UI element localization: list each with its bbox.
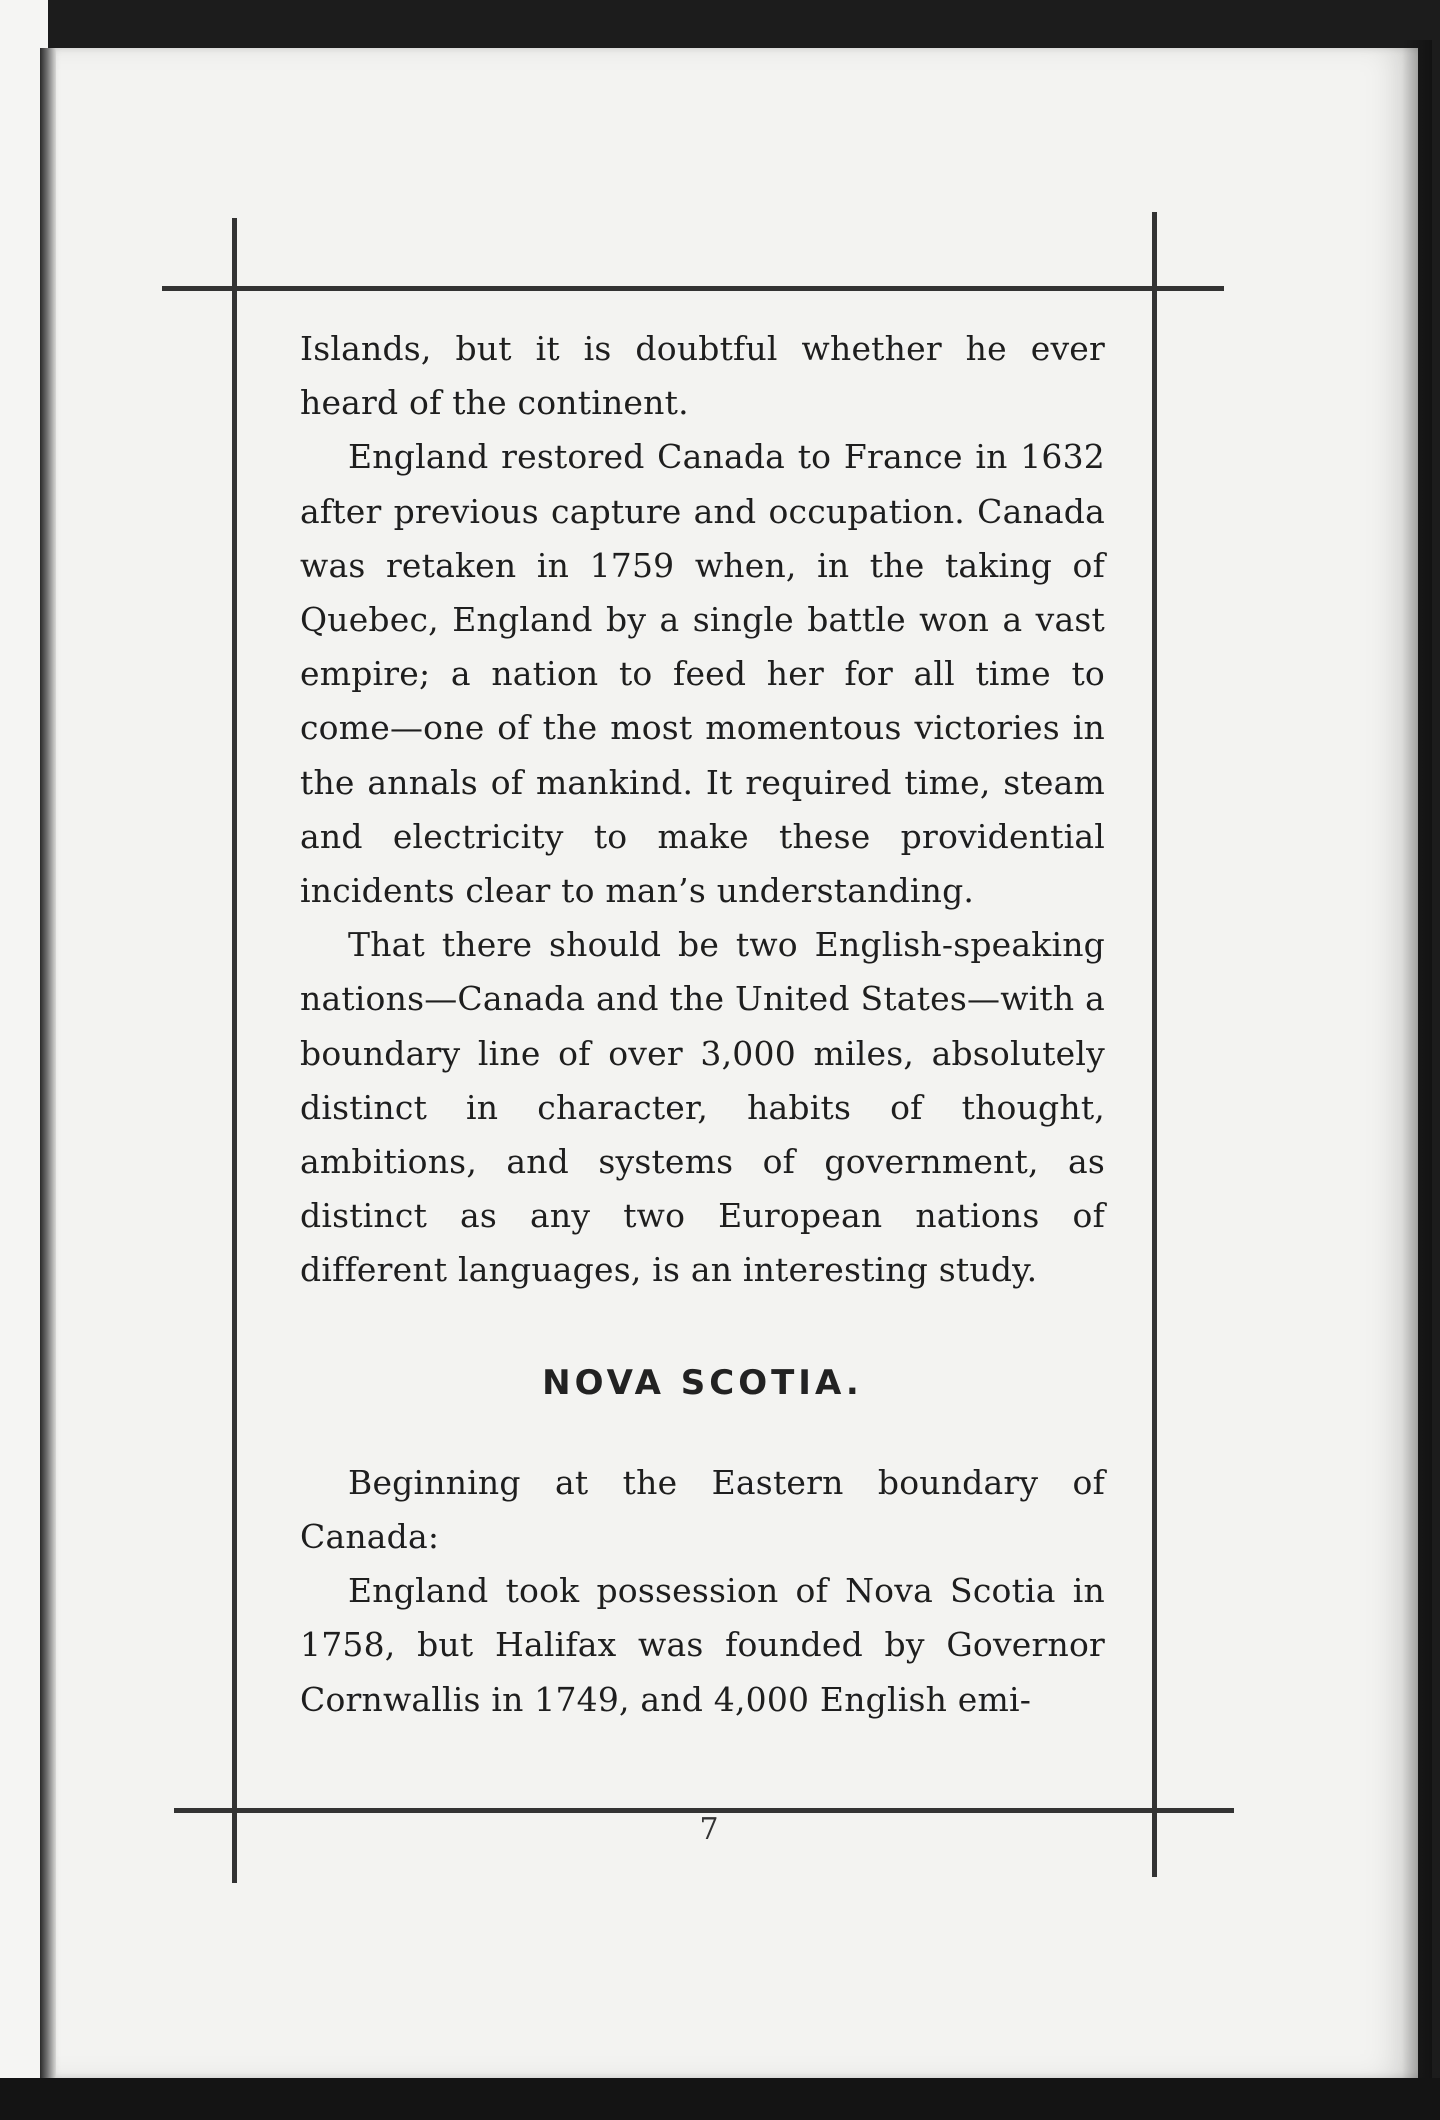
frame-rule-top bbox=[162, 286, 1224, 291]
paragraph-canada-history: England restored Canada to France in 1632 after previous capture and occupation. Canada was retaken in 1759 when, in the taking of Quebec, England by a single battle won a vast empire; a nation to feed her for all time to come—one of the most momentous victories in the annals of mankind. It required time, steam and electricity to make these providential incidents clear to man’s understanding. bbox=[300, 437, 1105, 911]
binding-shadow bbox=[40, 48, 56, 2078]
paragraph-continuation: Islands, but it is doubtful whether he ever heard of the continent. bbox=[300, 329, 1105, 423]
page-body bbox=[300, 322, 1105, 1727]
frame-rule-right bbox=[1152, 212, 1157, 1877]
paragraph-nova-scotia: England took possession of Nova Scotia in 1758, but Halifax was founded by Governor Cornwallis in 1749, and 4,000 English emi- bbox=[300, 1571, 1105, 1719]
frame-rule-left bbox=[232, 218, 237, 1883]
page-number: 7 bbox=[699, 1812, 719, 1847]
right-edge-shadow bbox=[1402, 40, 1432, 2080]
paragraph-two-nations: That there should be two English-speaking nations—Canada and the United States—with a boundary line of over 3,000 miles, absolutely distinct in character, habits of thought, ambitions, and systems of government, as distinct as any two European nations of different languages, is an interesting study. bbox=[300, 925, 1105, 1290]
bottom-scan-edge bbox=[0, 2078, 1440, 2120]
paragraph-eastern-boundary: Beginning at the Eastern boundary of Canada: bbox=[300, 1462, 1105, 1557]
section-heading: NOVA SCOTIA. bbox=[542, 1362, 863, 1403]
